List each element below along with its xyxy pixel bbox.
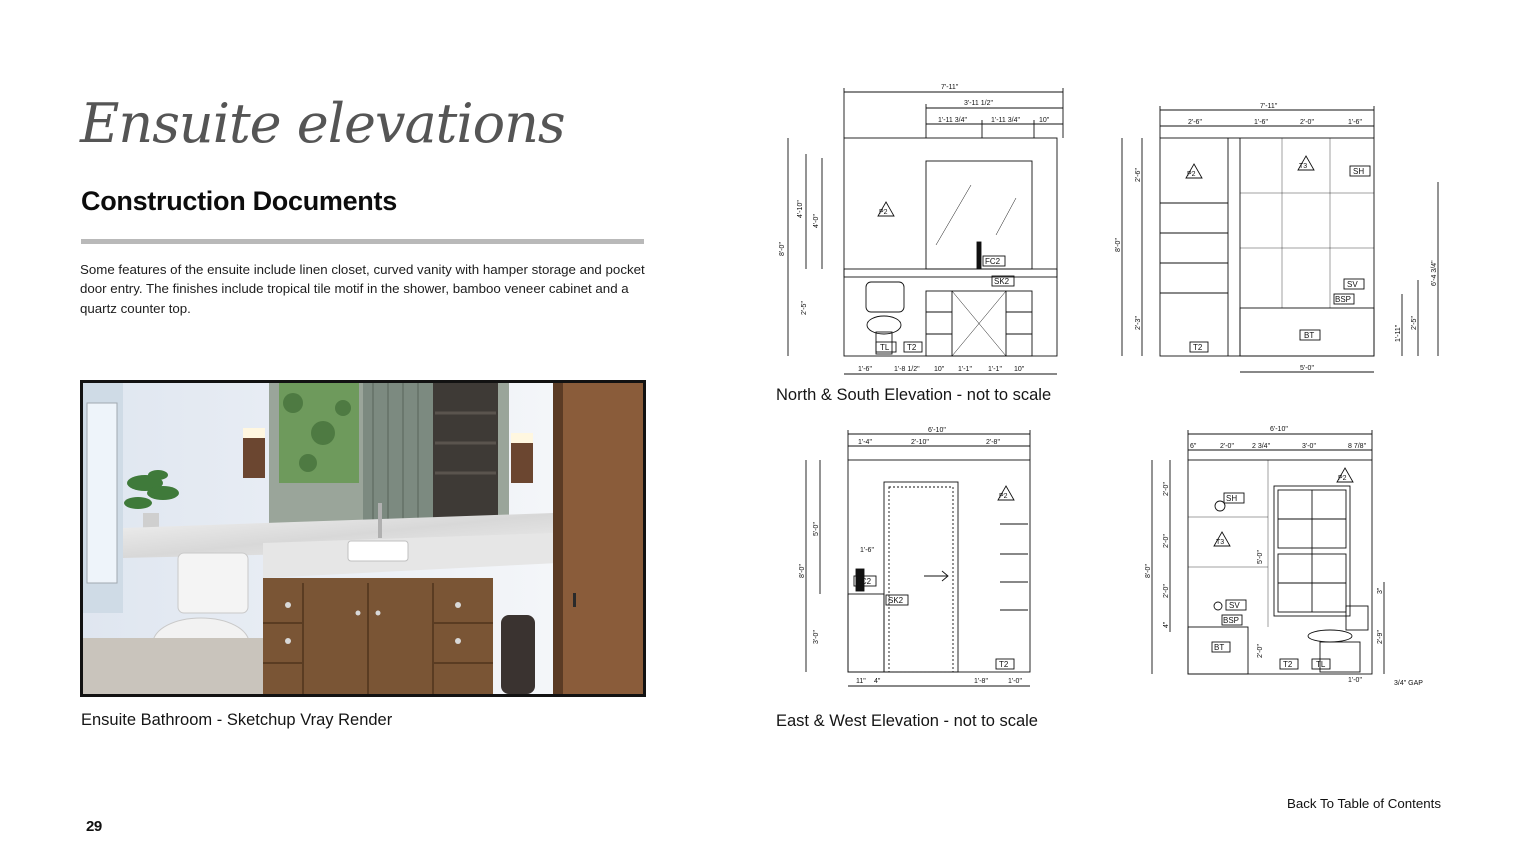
north-dim-left-1: 8'-0"	[779, 242, 786, 256]
east-dim-top-3: 2'-10"	[911, 439, 929, 446]
tag-t2-east: T2	[999, 660, 1009, 669]
south-dim-right-4: 2'-5"	[1411, 316, 1418, 330]
tag-sh-west: SH	[1226, 494, 1238, 503]
north-dim-top-3: 1'-11 3/4"	[938, 117, 967, 124]
tag-sv-south: SV	[1347, 280, 1358, 289]
north-dim-bottom-3: 10"	[934, 366, 945, 373]
description-text: Some features of the ensuite include linen closet, curved vanity with hamper storage and pocket door entry. The finishes include tropical tile motif in the shower, bamboo veneer cabinet and a quartz counter top.	[80, 262, 645, 316]
script-title: Ensuite elevations	[80, 92, 565, 155]
east-dim-top-4: 2'-8"	[986, 439, 1000, 446]
tag-sv-west: SV	[1229, 601, 1240, 610]
tag-p2-north: P2	[879, 209, 888, 216]
west-dim-mid-2: 2'-0"	[1257, 644, 1264, 658]
west-dim-left-3: 2'-0"	[1163, 534, 1170, 548]
north-dim-bottom-2: 1'-8 1/2"	[894, 366, 920, 373]
south-dim-top-5: 1'-6"	[1348, 119, 1362, 126]
west-dim-top-2: 6"	[1190, 443, 1197, 450]
north-dim-top-1: 7'-11"	[941, 84, 959, 91]
east-dim-left-4: 3'-0"	[813, 630, 820, 644]
tag-sh-south: SH	[1353, 167, 1365, 176]
south-dim-top-2: 2'-6"	[1188, 119, 1202, 126]
page-title: Construction Documents	[81, 186, 397, 216]
tag-t2-west: T2	[1283, 660, 1293, 669]
north-dim-bottom-5: 1'-1"	[988, 366, 1002, 373]
north-dim-top-4: 1'-11 3/4"	[991, 117, 1020, 124]
south-dim-left-1: 8'-0"	[1115, 238, 1122, 252]
north-dim-bottom-6: 10"	[1014, 366, 1025, 373]
render-illustration	[83, 383, 643, 694]
north-dim-left-5: 2'-5"	[801, 301, 808, 315]
tag-fc2-east: FC2	[856, 577, 872, 586]
west-dim-right-1: 3"	[1377, 587, 1384, 594]
east-west-caption: East & West Elevation - not to scale	[776, 712, 1038, 730]
render-caption: Ensuite Bathroom - Sketchup Vray Render	[81, 711, 393, 729]
west-dim-top-6: 8 7/8"	[1348, 443, 1367, 450]
north-south-caption: North & South Elevation - not to scale	[776, 386, 1052, 404]
bathroom-render-image	[80, 380, 646, 697]
west-dim-top-1: 6'-10"	[1270, 426, 1288, 433]
tag-p2-east: P2	[999, 493, 1008, 500]
tag-bsp-south: BSP	[1335, 295, 1352, 304]
south-dim-left-6: 2'-3"	[1135, 316, 1142, 330]
north-dim-left-2: 4'-10"	[797, 200, 804, 218]
tag-tl-west: TL	[1316, 660, 1326, 669]
east-dim-top-1: 6'-10"	[928, 427, 946, 434]
east-dim-bottom-3: 1'-8"	[974, 678, 988, 685]
north-dim-left-3: 4'-0"	[813, 214, 820, 228]
north-dim-top-2: 3'-11 1/2"	[964, 100, 993, 107]
north-dim-top-5: 10"	[1039, 117, 1050, 124]
tag-tl-north: TL	[880, 343, 890, 352]
west-dim-bottom-2: 3/4" GAP	[1394, 680, 1423, 687]
west-dim-left-5: 4"	[1163, 621, 1170, 628]
page-number: 29	[86, 818, 102, 835]
east-dim-bottom-1: 11"	[856, 678, 866, 685]
east-dim-bottom-4: 1'-0"	[1008, 678, 1022, 685]
tag-p2-west: P2	[1338, 475, 1347, 482]
south-dim-left-2: 2'-6"	[1135, 168, 1142, 182]
west-dim-mid-1: 5'-0"	[1257, 550, 1264, 564]
tag-p2-south: P2	[1187, 171, 1196, 178]
tag-bsp-west: BSP	[1223, 616, 1240, 625]
west-dim-top-4: 2 3/4"	[1252, 443, 1271, 450]
tag-t3-south: T3	[1299, 163, 1308, 170]
east-dim-left-3: 1'-6"	[860, 547, 874, 554]
west-dim-left-2: 2'-0"	[1163, 482, 1170, 496]
south-dim-top-3: 1'-6"	[1254, 119, 1268, 126]
east-dim-left-1: 8'-0"	[799, 564, 806, 578]
tag-bt-south: BT	[1304, 331, 1315, 340]
east-elevation-drawing	[796, 424, 1056, 694]
west-dim-left-1: 8'-0"	[1145, 564, 1152, 578]
tag-t2-south: T2	[1193, 343, 1203, 352]
north-elevation-drawing	[776, 80, 1086, 380]
title-divider	[81, 239, 644, 244]
north-dim-bottom-4: 1'-1"	[958, 366, 972, 373]
east-dim-top-2: 1'-4"	[858, 439, 872, 446]
south-dim-top-1: 7'-11"	[1260, 103, 1278, 110]
west-dim-right-2: 2'-9"	[1377, 630, 1384, 644]
west-dim-left-4: 2'-0"	[1163, 584, 1170, 598]
tag-t2-north: T2	[907, 343, 917, 352]
west-dim-bottom-1: 1'-0"	[1348, 677, 1362, 684]
tag-sk2-north: SK2	[994, 277, 1010, 286]
west-dim-top-5: 3'-0"	[1302, 443, 1316, 450]
south-dim-bottom-1: 5'-0"	[1300, 365, 1314, 372]
east-dim-left-2: 5'-0"	[813, 522, 820, 536]
south-dim-right-1: 6'-4 3/4"	[1431, 260, 1438, 286]
back-to-toc-link[interactable]: Back To Table of Contents	[1287, 796, 1441, 811]
west-elevation-drawing	[1140, 422, 1430, 694]
tag-t3-west: T3	[1216, 539, 1225, 546]
tag-bt-west: BT	[1214, 643, 1225, 652]
east-dim-bottom-2: 4"	[874, 678, 881, 685]
south-dim-top-4: 2'-0"	[1300, 119, 1314, 126]
south-elevation-drawing	[1112, 98, 1452, 380]
west-dim-top-3: 2'-0"	[1220, 443, 1234, 450]
north-dim-bottom-1: 1'-6"	[858, 366, 872, 373]
tag-fc2-north: FC2	[985, 257, 1001, 266]
tag-sk2-east: SK2	[888, 596, 904, 605]
south-dim-right-3: 1'-11"	[1395, 324, 1402, 342]
